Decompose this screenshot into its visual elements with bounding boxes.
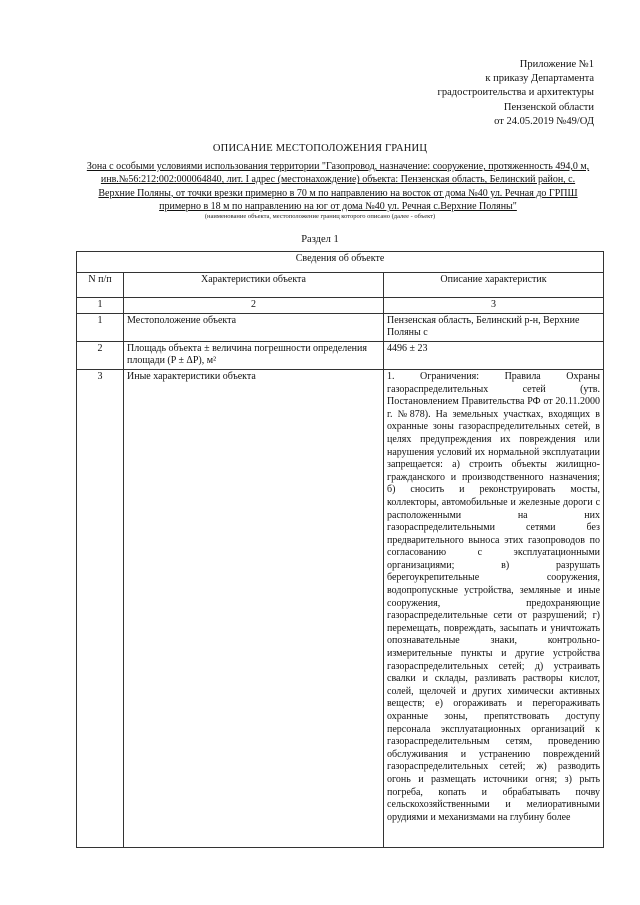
row-number: 2 [77,341,124,369]
table-row [77,313,604,341]
index-cell: 1 [77,298,124,314]
appendix-line: от 24.05.2019 №49/ОД [494,115,594,127]
table-title: Сведения об объекте [77,252,604,273]
appendix-line: Пензенской области [503,101,594,113]
table-row [77,369,604,847]
row-number: 1 [77,313,124,341]
table-row [77,341,604,369]
row-characteristic: Площадь объекта ± величина погрешности определения площади (P ± ΔP), м² [124,341,384,369]
document-title: ОПИСАНИЕ МЕСТОПОЛОЖЕНИЯ ГРАНИЦ [212,143,428,154]
row-characteristic: Местоположение объекта [124,313,384,341]
row-description: 4496 ± 23 [384,341,604,369]
table-index-row [77,298,604,314]
table-title-row [77,252,604,273]
header-description: Описание характеристик [384,273,604,298]
row-description: 1. Ограничения: Правила Охраны газораспределительных сетей (утв. Постановлением Правительства РФ от 20.11.2000 г. №878). На земельных участках, входящих в охранные зоны газораспределительных сетей, в целях предупреждения их повреждения или нарушения условий их нормальной эксплуатации запрещается: а) строить объекты жилищно-гражданского и производственного назначения; б) сносить и реконструировать мосты, коллекторы, автомобильные и железные дороги с расположенными на них газораспределительными сетями без предварительного выноса этих газопроводов по согласованию с эксплуатационными организациями; в) разрушать берегоукрепительные сооружения, водопропускные устройства, земляные и иные сооружения, предохраняющие газораспределительные сети от разрушений; г) перемещать, повреждать, засыпать и уничтожать опознавательные знаки, контрольно-измерительные пункты и другие устройства газораспределительных сетей; д) устраивать свалки и склады, разливать растворы кислот, солей, щелочей и других химически активных веществ; е) огораживать и перегораживать охранные зоны, препятствовать доступу персонала эксплуатационных организаций к газораспределительным сетям, проведению обслуживания и устранению повреждений газораспределительных сетей; ж) разводить огонь и размещать источники огня; з) рыть погреба, копать и обрабатывать почву сельскохозяйственными и мелиоративными орудиями и механизмами на глубину более [384,369,604,847]
row-description: Пензенская область, Белинский р-н, Верхние Поляны с [384,313,604,341]
index-cell: 3 [384,298,604,314]
document-subject: Зона с особыми условиями использования территории "Газопровод, назначение: сооружение, протяженность 494,0 м, инв.№56:212:002:000064840, лит. I адрес (местонахождение) объекта: Пензенская область, Белинский район, с. Верхние Поляны, от точки врезки примерно в 70 м по направлению на восток от дома №40 ул. Речная до ГРПШ примерно в 18 м по направлению на юг от дома №40 ул. Речная с.Верхние Поляны" [86,161,590,213]
row-number: 3 [77,369,124,847]
appendix-line: градостроительства и архитектуры [437,87,594,99]
appendix-header [354,58,594,129]
section-heading: Раздел 1 [301,234,339,245]
appendix-line: Приложение №1 [519,59,594,70]
row-characteristic: Иные характеристики объекта [124,369,384,847]
object-info-table [76,251,604,848]
index-cell: 2 [124,298,384,314]
header-characteristic: Характеристики объекта [124,273,384,298]
subject-caption: (наименование объекта, местоположение границ которого описано (далее - объект) [204,213,436,220]
appendix-line: к приказу Департамента [485,73,594,85]
table-header-row [77,273,604,298]
header-number: N п/п [77,273,124,298]
